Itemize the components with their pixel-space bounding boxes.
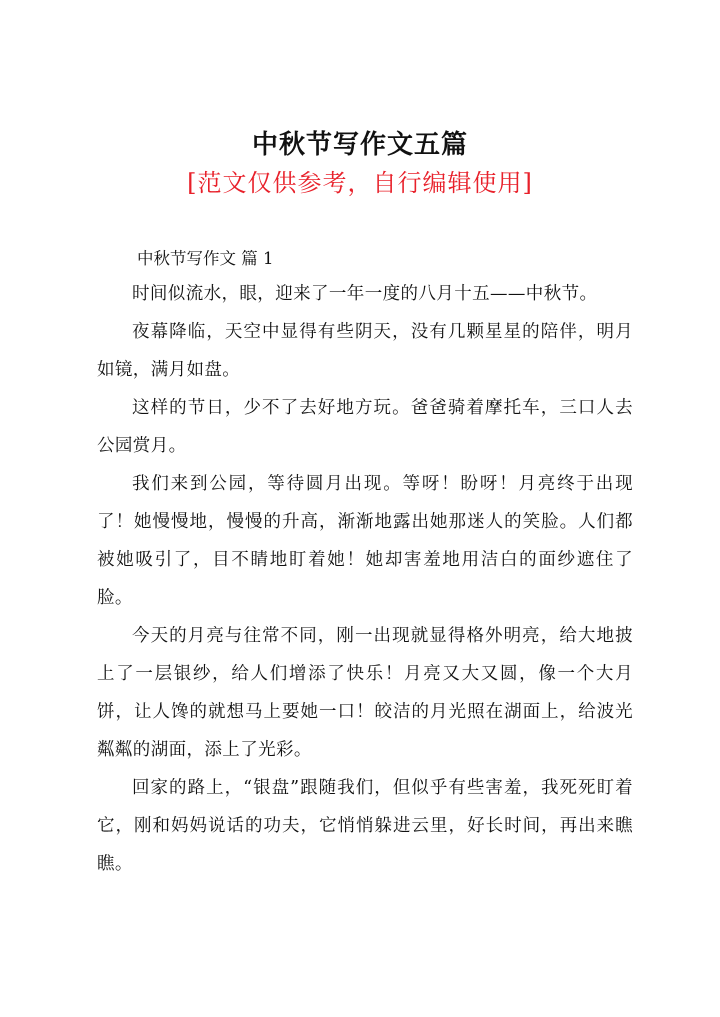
paragraph: 今天的月亮与往常不同，刚一出现就显得格外明亮，给大地披上了一层银纱，给人们增添了快乐！月亮又大又圆，像一个大月饼，让人馋的就想马上要她一口！皎洁的月光照在湖面上，给波光粼粼的湖面，添上了光彩。 bbox=[97, 626, 633, 760]
paragraph: 夜幕降临，天空中显得有些阴天，没有几颗星星的陪伴，明月如镜，满月如盘。 bbox=[97, 322, 633, 380]
paragraph: 这样的节日，少不了去好地方玩。爸爸骑着摩托车，三口人去公园赏月。 bbox=[97, 398, 633, 456]
paragraph: 时间似流水，眼，迎来了一年一度的八月十五——中秋节。 bbox=[132, 284, 598, 304]
section-heading: 中秋节写作文 篇 1 bbox=[137, 249, 274, 268]
document-title: 中秋节写作文五篇 bbox=[251, 130, 468, 160]
document-subtitle: [范文仅供参考，自行编辑使用] bbox=[187, 169, 533, 197]
document-body bbox=[97, 243, 633, 883]
paragraph: 回家的路上，“银盘”跟随我们，但似乎有些害羞，我死死盯着它，刚和妈妈说话的功夫，它悄悄躲进云里，好长时间，再出来瞧瞧。 bbox=[97, 778, 633, 874]
paragraph: 我们来到公园，等待圆月出现。等呀！盼呀！月亮终于出现了！她慢慢地，慢慢的升高，渐渐地露出她那迷人的笑脸。人们都被她吸引了，目不睛地盯着她！她却害羞地用洁白的面纱遮住了脸。 bbox=[97, 474, 633, 608]
